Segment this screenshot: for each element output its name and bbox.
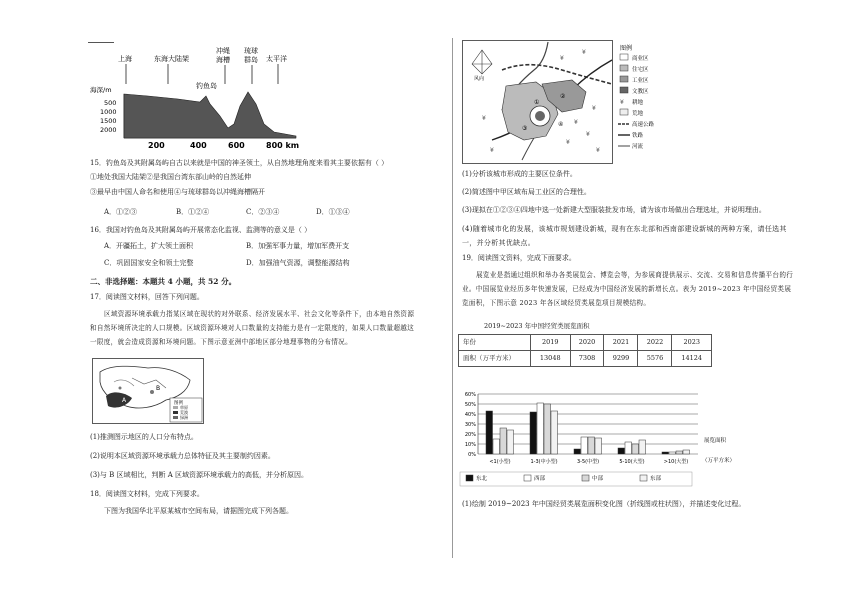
city-legend-item: 商业区 — [632, 56, 649, 62]
depth-tick: 1500 — [100, 117, 117, 125]
y-tick-label: 40% — [464, 412, 476, 418]
legend-label: 东北 — [476, 476, 488, 482]
x-tick-label: 3-5(中型) — [576, 459, 600, 465]
table-title: 2019~2023 年中国经贸类展览面积 — [484, 322, 590, 330]
bar — [486, 411, 493, 454]
bar — [500, 428, 507, 454]
table-cell: 5576 — [638, 351, 672, 367]
q15-option-a[interactable]: A．①②③ — [104, 208, 138, 216]
bar — [581, 437, 588, 454]
legend-swatch — [466, 475, 473, 481]
svg-text:¥: ¥ — [574, 119, 578, 126]
bar — [639, 440, 646, 454]
q15-stem: 15．钓鱼岛及其附属岛屿自古以来就是中国的神圣领土，从自然地理角度来看其主要依据有（ ） — [90, 159, 389, 167]
depth-tick: 1000 — [100, 108, 117, 116]
q17-sub2: (2)说明本区域资源环境承载力总体特征及其主要制约因素。 — [90, 452, 275, 460]
y-tick-label: 0% — [468, 452, 476, 458]
q19-stem: 19．阅读图文资料，完成下面要求。 — [462, 254, 576, 262]
table-cell: 2021 — [604, 335, 638, 351]
q15-option-b[interactable]: B．①②④ — [176, 208, 210, 216]
q17-sub3: (3)与 B 区域相比，判断 A 区域资源环境承载力的高低，并分析原因。 — [90, 471, 309, 479]
island-label: 钓鱼岛 — [196, 82, 217, 90]
wind-label: 风向 — [474, 76, 485, 82]
x-tick: 800 km — [266, 141, 300, 150]
svg-text:¥: ¥ — [560, 55, 564, 62]
city-layout-map — [462, 40, 680, 164]
table-cell: 14124 — [672, 351, 712, 367]
region-a-label: A — [122, 397, 127, 404]
q17-paragraph: 区域资源环境承载力指某区域在现状的对外联系、经济发展水平、社会文化等条件下，由本地自然资源和自然环境所决定的人口规模。区域资源环境对人口数量的支持能力是有一定限度的，如果人口数量超越这一限度，就会造成资源和环境问题。下图示意亚洲中部地区部分地理事物的分布情况。 — [90, 310, 415, 346]
central-asia-map — [92, 358, 204, 424]
svg-text:¥: ¥ — [482, 115, 486, 122]
depth-tick: 2000 — [100, 126, 117, 134]
bar — [683, 450, 690, 454]
y-tick-label: 20% — [464, 432, 476, 438]
legend-label: 西部 — [534, 476, 546, 482]
svg-text:¥: ¥ — [620, 99, 624, 106]
bar — [676, 451, 683, 454]
place-label: 群岛 — [244, 56, 258, 64]
svg-text:¥: ¥ — [592, 105, 596, 112]
x-tick-label: 1-3(中小型) — [530, 459, 558, 465]
place-label: 东海大陆架 — [154, 55, 189, 63]
depth-axis-label: 海深/m — [90, 86, 112, 94]
svg-text:¥: ¥ — [490, 147, 494, 154]
bar — [544, 404, 551, 454]
x-tick: 400 — [190, 141, 207, 150]
svg-text:¥: ¥ — [586, 131, 590, 138]
q15-line1: ①地处我国大陆架②是我国台湾东部山岭的自然延伸 — [90, 173, 251, 181]
q16-stem: 16．我国对钓鱼岛及其附属岛屿开展常态化监视、监测等的意义是（ ） — [90, 226, 312, 234]
seafloor-profile-figure — [88, 44, 308, 152]
bar — [588, 437, 595, 454]
x-tick-label: >10(大型) — [663, 459, 689, 465]
q18-sub4: (4)随着城市化的发展，该城市规划建设新城，现有在东北部和西南部建设新城的两种方案，请任选其一，并分析其优缺点。 — [462, 225, 787, 247]
bar — [530, 412, 537, 454]
bar — [595, 438, 602, 454]
bar — [507, 430, 514, 454]
exhibition-scale-bar-chart — [458, 388, 758, 492]
q16-option-c[interactable]: C．巩固国家安全和领土完整 — [104, 259, 194, 267]
x-tick-label: <1(小型) — [489, 459, 511, 465]
q19-sub1: (1)绘制 2019~2023 年中国经贸类展览面积变化图（折线图或柱状图），并描述变化过程。 — [462, 500, 746, 508]
table-cell: 2022 — [638, 335, 672, 351]
place-label: 海槽 — [216, 56, 230, 64]
legend-swatch — [524, 475, 531, 481]
q18-sub1: (1)分析该城市形成的主要区位条件。 — [462, 170, 577, 178]
city-legend-item: 荒地 — [632, 111, 644, 117]
site-marker: ② — [560, 93, 566, 100]
svg-text:¥: ¥ — [582, 49, 586, 56]
bar — [574, 449, 581, 454]
q15-line2: ③最早由中国人命名和使用④与琉球群岛以冲绳海槽隔开 — [90, 188, 265, 196]
legend-swatch — [582, 475, 589, 481]
x-tick: 600 — [228, 141, 245, 150]
q15-option-c[interactable]: C．②③④ — [246, 208, 280, 216]
bar — [625, 442, 632, 454]
table-row — [459, 351, 712, 367]
city-legend-item: 河流 — [632, 144, 644, 150]
q18-paragraph: 下图为我国华北平原某城市空间布局，请据图完成下列各题。 — [104, 507, 293, 515]
bar — [551, 411, 558, 454]
place-label: 太平洋 — [266, 55, 287, 63]
table-cell: 年份 — [459, 335, 531, 351]
bar — [662, 452, 669, 454]
exhibition-area-table — [458, 334, 712, 367]
q17-stem: 17．阅读图文材料，回答下列问题。 — [90, 293, 204, 301]
svg-text:¥: ¥ — [596, 147, 600, 154]
city-legend-item: 高速公路 — [632, 122, 655, 128]
map-legend-title: 图例 — [174, 401, 183, 406]
x-tick: 200 — [148, 141, 165, 150]
site-marker: ① — [534, 99, 540, 106]
q16-option-a[interactable]: A．开疆拓土，扩大领土面积 — [104, 242, 194, 250]
bar — [537, 403, 544, 454]
svg-text:¥: ¥ — [566, 139, 570, 146]
chart-unit-label: 展览面积 — [704, 438, 727, 444]
y-tick-label: 30% — [464, 422, 476, 428]
map-legend-item: 荒漠 — [180, 410, 188, 415]
table-cell: 2020 — [570, 335, 604, 351]
q16-option-b[interactable]: B．加强军事力量，增加军费开支 — [246, 242, 350, 250]
x-tick-label: 5-10(大型) — [619, 459, 645, 465]
bar — [493, 439, 500, 454]
table-cell: 2023 — [672, 335, 712, 351]
city-legend-item: 住宅区 — [632, 67, 649, 73]
map-legend-item: 绿洲 — [180, 415, 188, 420]
table-cell: 面积（万平方米） — [459, 351, 531, 367]
q15-option-d[interactable]: D．①③④ — [316, 208, 350, 216]
place-label: 冲绳 — [216, 47, 230, 55]
region-b-label: B — [156, 385, 161, 392]
table-row — [459, 335, 712, 351]
table-cell: 13048 — [531, 351, 571, 367]
y-tick-label: 50% — [464, 402, 476, 408]
column-divider — [452, 38, 453, 558]
table-cell: 2019 — [531, 335, 571, 351]
map-legend-item: 草原 — [180, 405, 188, 410]
city-legend-title: 图例 — [620, 45, 633, 52]
q18-sub3: (3)现拟在①②③④四地中选一处新建大型服装批发市场，请为该市场做出合理选址，并说明理由。 — [462, 206, 766, 214]
q17-sub1: (1)推测图示地区的人口分布特点。 — [90, 433, 198, 441]
city-legend-item: 铁路 — [632, 133, 644, 139]
depth-tick: 500 — [104, 99, 117, 107]
place-label: 琉球 — [244, 47, 258, 55]
legend-swatch — [640, 475, 647, 481]
q18-sub2: (2)简述图中甲区域布局工业区的合理性。 — [462, 188, 591, 196]
chart-unit: （万平方米） — [702, 458, 736, 464]
table-cell: 7308 — [570, 351, 604, 367]
bar — [669, 452, 676, 454]
bar — [618, 448, 625, 454]
legend-label: 中部 — [592, 476, 604, 482]
city-legend-item: 文教区 — [632, 89, 649, 95]
header-mark — [88, 42, 114, 43]
city-legend-item: 工业区 — [632, 78, 649, 84]
table-cell: 9299 — [604, 351, 638, 367]
y-tick-label: 60% — [464, 392, 476, 398]
q16-option-d[interactable]: D．加强油气资源，调整能源结构 — [246, 259, 350, 267]
section-heading: 二、非选择题：本题共 4 小题，共 52 分。 — [90, 277, 237, 286]
q19-paragraph: 展览业是指通过组织和举办各类展览会、博览会等，为参展商提供展示、交流、交易和信息传播平台的行业。中国展览业经历多年快速发展，已经成为中国经济发展的新增长点。表为 2019~2023 年中国经贸类展览面积，下图示意 2023 年各区域经贸类展览项目规模结构。 — [462, 271, 794, 307]
city-legend-item: 耕地 — [632, 100, 644, 106]
site-marker: ③ — [522, 125, 528, 132]
terrain-shape — [124, 92, 296, 138]
bar — [632, 444, 639, 454]
y-tick-label: 10% — [464, 442, 476, 448]
site-marker: ④ — [558, 121, 564, 128]
legend-label: 东部 — [650, 476, 662, 482]
place-label: 上海 — [118, 55, 132, 63]
q18-stem: 18．阅读图文材料，完成下列要求。 — [90, 490, 204, 498]
